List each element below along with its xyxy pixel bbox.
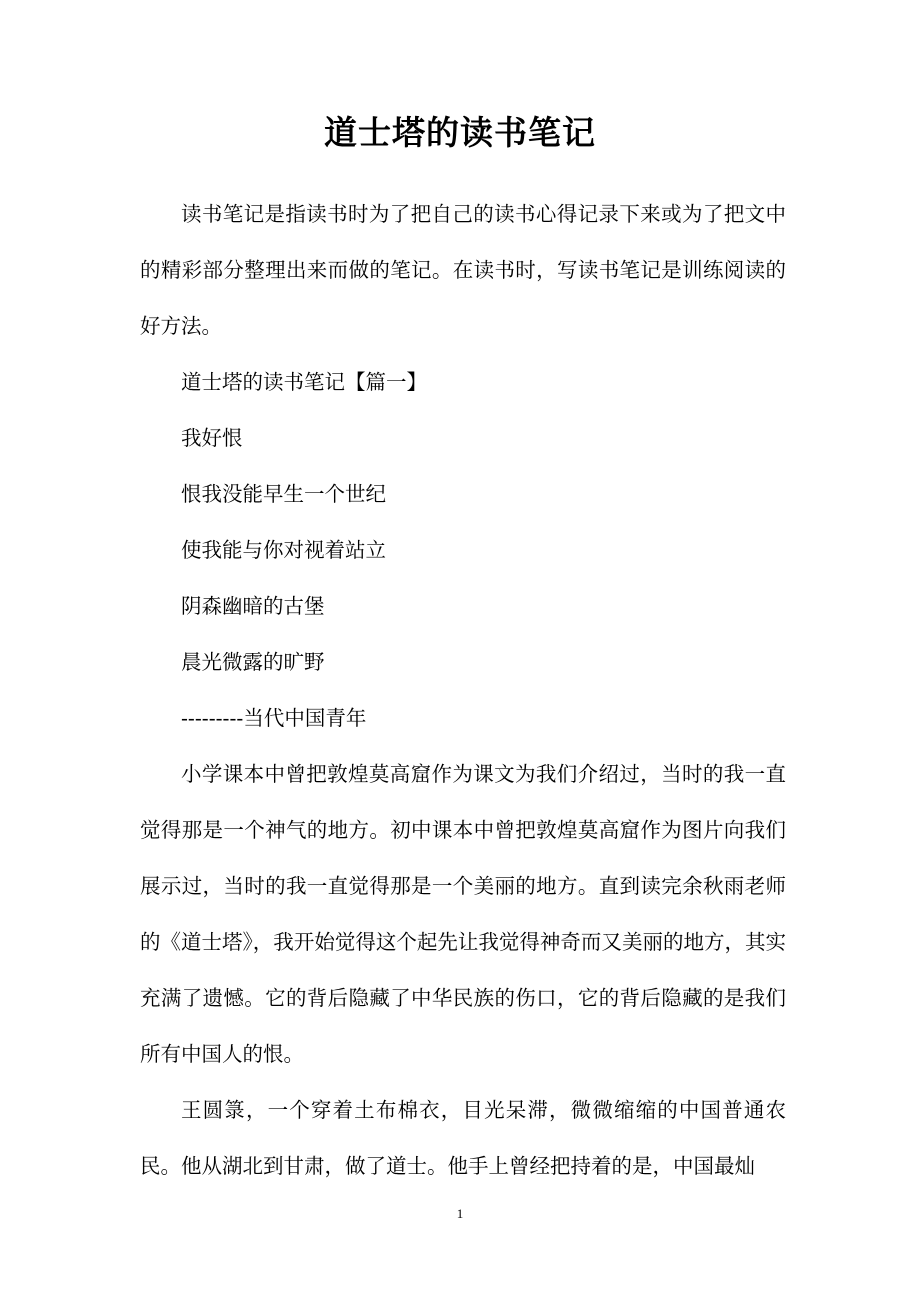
intro-paragraph: 读书笔记是指读书时为了把自己的读书心得记录下来或为了把文中的精彩部分整理出来而做的笔记。在读书时，写读书笔记是训练阅读的好方法。	[140, 202, 786, 338]
body-paragraph: 小学课本中曾把敦煌莫高窟作为课文为我们介绍过，当时的我一直觉得那是一个神气的地方。初中课本中曾把敦煌莫高窟作为图片向我们展示过，当时的我一直觉得那是一个美丽的地方。直到读完余秋雨老师的《道士塔》，我开始觉得这个起先让我觉得神奇而又美丽的地方，其实充满了遗憾。它的背后隐藏了中华民族的伤口，它的背后隐藏的是我们所有中国人的恨。	[140, 762, 786, 1066]
document-body	[140, 186, 786, 1194]
document-title: 道士塔的读书笔记	[324, 113, 596, 152]
poem-line: 阴森幽暗的古堡	[181, 594, 325, 618]
body-paragraph: 王圆箓，一个穿着土布棉衣，目光呆滞，微微缩缩的中国普通农民。他从湖北到甘肃，做了道士。他手上曾经把持着的是，中国最灿	[140, 1098, 786, 1178]
poem-line: 晨光微露的旷野	[181, 650, 325, 674]
poem-line: 恨我没能早生一个世纪	[181, 482, 386, 506]
section-heading: 道士塔的读书笔记【篇一】	[181, 370, 427, 394]
poem-attribution: ---------当代中国青年	[181, 706, 367, 730]
poem-line: 我好恨	[181, 426, 243, 450]
poem-line: 使我能与你对视着站立	[181, 538, 386, 562]
page-number: 1	[456, 1206, 464, 1221]
